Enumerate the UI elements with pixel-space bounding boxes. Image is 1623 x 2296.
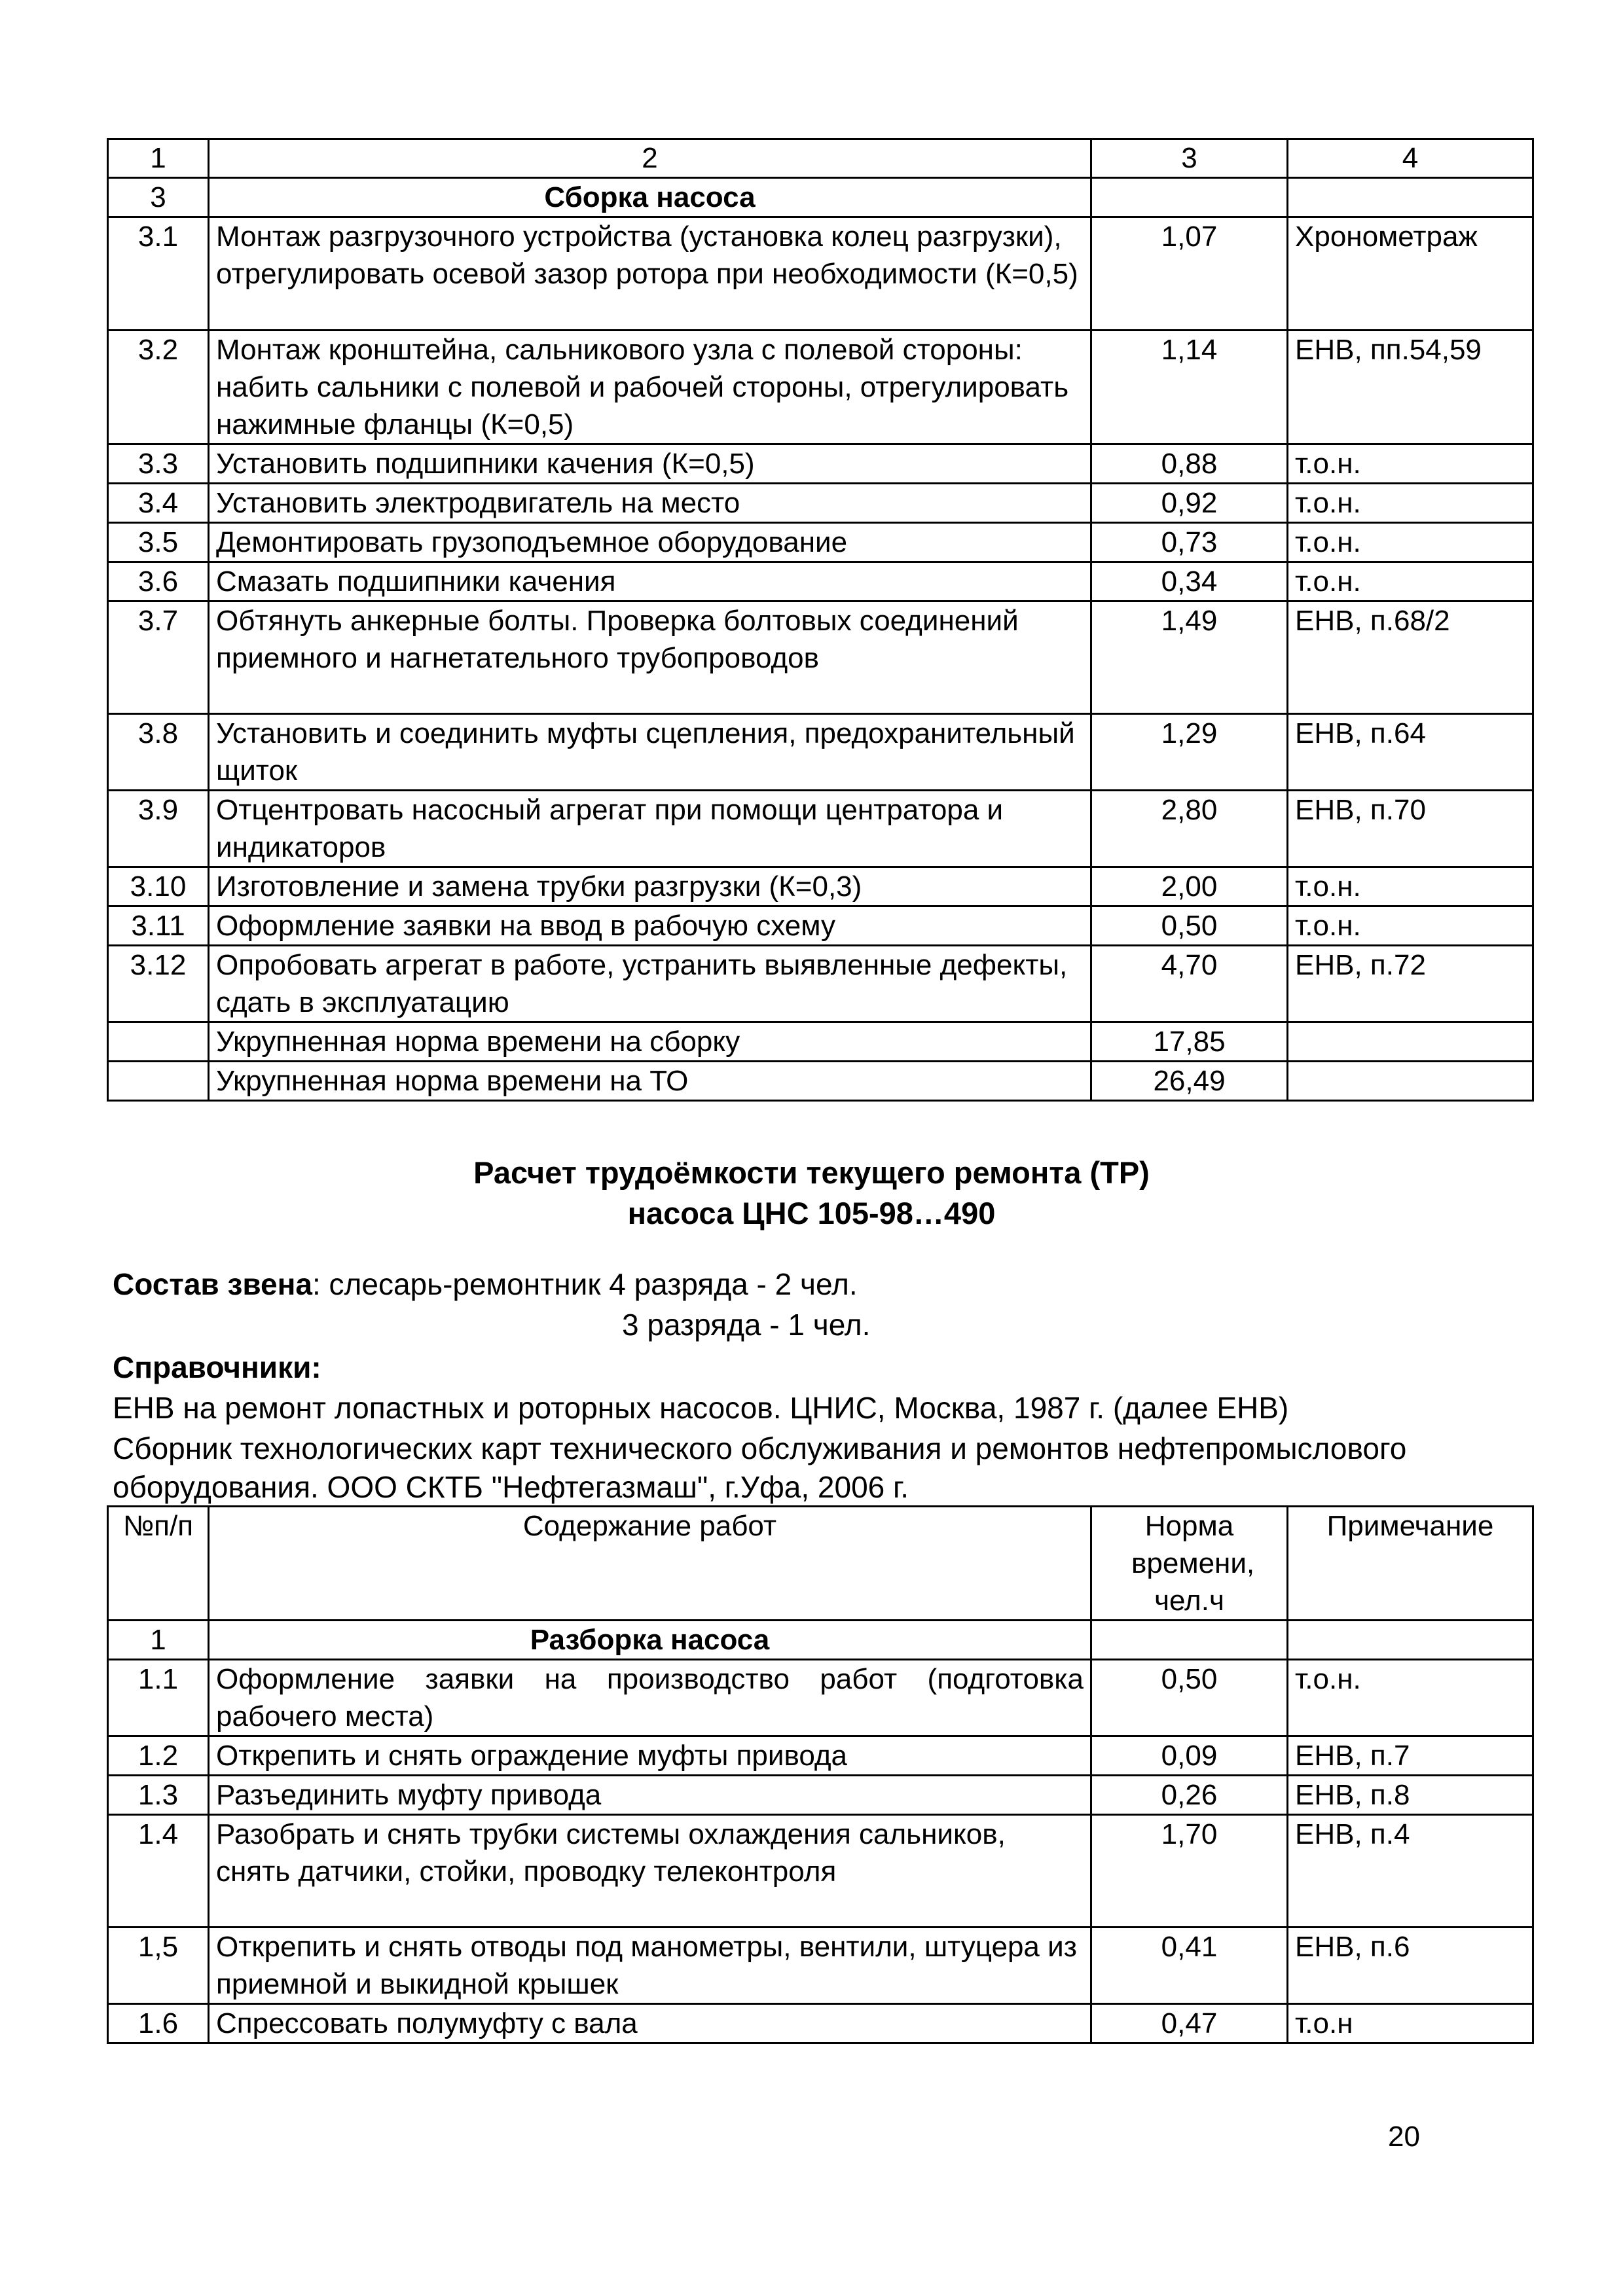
col-header-norm: Норма времени, чел.ч bbox=[1091, 1507, 1288, 1621]
row-number: 3.9 bbox=[108, 791, 209, 867]
row-norm: 2,80 bbox=[1091, 791, 1288, 867]
row-work: Установить подшипники качения (К=0,5) bbox=[209, 444, 1091, 484]
references-line1: ЕНВ на ремонт лопастных и роторных насосов. ЦНИС, Москва, 1987 г. (далее ЕНВ) bbox=[113, 1391, 1289, 1425]
row-work: Опробовать агрегат в работе, устранить выявленные дефекты, сдать в эксплуатацию bbox=[209, 946, 1091, 1022]
row-work: Отцентровать насосный агрегат при помощи центратора и индикаторов bbox=[209, 791, 1091, 867]
row-note: т.о.н bbox=[1288, 2004, 1533, 2043]
table-row bbox=[108, 523, 1533, 562]
row-number: 3.12 bbox=[108, 946, 209, 1022]
row-norm: 0,50 bbox=[1091, 1660, 1288, 1736]
row-norm: 0,34 bbox=[1091, 562, 1288, 601]
row-norm: 0,92 bbox=[1091, 484, 1288, 523]
row-norm: 0,09 bbox=[1091, 1736, 1288, 1776]
row-work: Оформление заявки на ввод в рабочую схему bbox=[209, 906, 1091, 946]
references-line3: оборудования. ООО СКТБ "Нефтегазмаш", г.Уфа, 2006 г. bbox=[113, 1470, 909, 1504]
section-number: 3 bbox=[108, 178, 209, 217]
row-number: 3.4 bbox=[108, 484, 209, 523]
empty-cell bbox=[108, 1022, 209, 1062]
total-label: Укрупненная норма времени на сборку bbox=[209, 1022, 1091, 1062]
col-header: 4 bbox=[1288, 139, 1533, 178]
section-heading-line2: насоса ЦНС 105-98…490 bbox=[627, 1196, 996, 1230]
row-note: ЕНВ, п.70 bbox=[1288, 791, 1533, 867]
crew-line1 bbox=[113, 1265, 858, 1303]
row-number: 1.2 bbox=[108, 1736, 209, 1776]
row-work: Обтянуть анкерные болты. Проверка болтовых соединений приемного и нагнетательного трубопроводов bbox=[209, 601, 1091, 714]
row-work: Оформление заявки на производство работ (подготовка рабочего места) bbox=[209, 1660, 1091, 1736]
table-row bbox=[108, 444, 1533, 484]
crew-text-2: 3 разряда - 1 чел. bbox=[622, 1308, 871, 1342]
section-title: Разборка насоса bbox=[209, 1621, 1091, 1660]
references-line2: Сборник технологических карт технического обслуживания и ремонтов нефтепромыслового bbox=[113, 1431, 1407, 1465]
row-number: 3.7 bbox=[108, 601, 209, 714]
row-number: 3.1 bbox=[108, 217, 209, 331]
row-norm: 1,07 bbox=[1091, 217, 1288, 331]
table-row bbox=[108, 217, 1533, 331]
row-norm: 1,14 bbox=[1091, 331, 1288, 444]
row-note: т.о.н. bbox=[1288, 444, 1533, 484]
table-row bbox=[108, 791, 1533, 867]
row-number: 3.10 bbox=[108, 867, 209, 906]
row-number: 3.2 bbox=[108, 331, 209, 444]
empty-cell bbox=[1288, 178, 1533, 217]
table-row bbox=[108, 1928, 1533, 2004]
table-row bbox=[108, 946, 1533, 1022]
row-number: 3.8 bbox=[108, 714, 209, 791]
row-norm: 2,00 bbox=[1091, 867, 1288, 906]
references-label: Справочники: bbox=[113, 1350, 321, 1384]
empty-cell bbox=[1091, 1621, 1288, 1660]
total-value: 26,49 bbox=[1091, 1062, 1288, 1101]
section-heading-line1: Расчет трудоёмкости текущего ремонта (ТР) bbox=[473, 1155, 1150, 1190]
crew-text-1: : слесарь-ремонтник 4 разряда - 2 чел. bbox=[312, 1267, 858, 1301]
col-header-work: Содержание работ bbox=[209, 1507, 1091, 1621]
table-row bbox=[108, 714, 1533, 791]
row-work: Смазать подшипники качения bbox=[209, 562, 1091, 601]
table-row bbox=[108, 906, 1533, 946]
row-number: 1.1 bbox=[108, 1660, 209, 1736]
row-norm: 1,29 bbox=[1091, 714, 1288, 791]
table-header-row bbox=[108, 1507, 1533, 1621]
row-work: Разъединить муфту привода bbox=[209, 1776, 1091, 1815]
row-work: Монтаж кронштейна, сальникового узла с полевой стороны: набить сальники с полевой и рабочей стороны, отрегулировать нажимные фланцы (К=0,5) bbox=[209, 331, 1091, 444]
row-number: 3.3 bbox=[108, 444, 209, 484]
section-number: 1 bbox=[108, 1621, 209, 1660]
row-note: ЕНВ, пп.54,59 bbox=[1288, 331, 1533, 444]
row-number: 3.5 bbox=[108, 523, 209, 562]
row-number: 3.11 bbox=[108, 906, 209, 946]
table-row bbox=[108, 601, 1533, 714]
row-note: т.о.н. bbox=[1288, 562, 1533, 601]
crew-label: Состав звена bbox=[113, 1267, 312, 1301]
row-work: Установить электродвигатель на место bbox=[209, 484, 1091, 523]
table-row bbox=[108, 1815, 1533, 1928]
row-norm: 1,70 bbox=[1091, 1815, 1288, 1928]
table-row bbox=[108, 2004, 1533, 2043]
empty-cell bbox=[1288, 1621, 1533, 1660]
col-header: 2 bbox=[209, 139, 1091, 178]
row-number: 1.4 bbox=[108, 1815, 209, 1928]
section-title: Сборка насоса bbox=[209, 178, 1091, 217]
row-number: 1.3 bbox=[108, 1776, 209, 1815]
table-row bbox=[108, 1776, 1533, 1815]
row-note: ЕНВ, п.68/2 bbox=[1288, 601, 1533, 714]
row-norm: 0,73 bbox=[1091, 523, 1288, 562]
row-work: Открепить и снять отводы под манометры, вентили, штуцера из приемной и выкидной крышек bbox=[209, 1928, 1091, 2004]
total-row bbox=[108, 1022, 1533, 1062]
row-work: Демонтировать грузоподъемное оборудование bbox=[209, 523, 1091, 562]
row-work: Монтаж разгрузочного устройства (установка колец разгрузки), отрегулировать осевой зазор ротора при необходимости (К=0,5) bbox=[209, 217, 1091, 331]
total-label: Укрупненная норма времени на ТО bbox=[209, 1062, 1091, 1101]
row-note: т.о.н. bbox=[1288, 484, 1533, 523]
table-row bbox=[108, 867, 1533, 906]
row-norm: 0,47 bbox=[1091, 2004, 1288, 2043]
table-row bbox=[108, 1736, 1533, 1776]
row-number: 1,5 bbox=[108, 1928, 209, 2004]
row-note: ЕНВ, п.8 bbox=[1288, 1776, 1533, 1815]
row-work: Открепить и снять ограждение муфты привода bbox=[209, 1736, 1091, 1776]
page-number: 20 bbox=[1388, 2121, 1420, 2153]
row-note: т.о.н. bbox=[1288, 906, 1533, 946]
row-note: ЕНВ, п.6 bbox=[1288, 1928, 1533, 2004]
row-note: ЕНВ, п.7 bbox=[1288, 1736, 1533, 1776]
row-norm: 0,26 bbox=[1091, 1776, 1288, 1815]
row-work: Спрессовать полумуфту с вала bbox=[209, 2004, 1091, 2043]
row-note: т.о.н. bbox=[1288, 1660, 1533, 1736]
col-header-num: №п/п bbox=[108, 1507, 209, 1621]
table-row bbox=[108, 562, 1533, 601]
row-number: 3.6 bbox=[108, 562, 209, 601]
row-norm: 0,50 bbox=[1091, 906, 1288, 946]
table-row bbox=[108, 484, 1533, 523]
row-note: Хронометраж bbox=[1288, 217, 1533, 331]
row-norm: 0,41 bbox=[1091, 1928, 1288, 2004]
row-note: т.о.н. bbox=[1288, 523, 1533, 562]
row-norm: 0,88 bbox=[1091, 444, 1288, 484]
total-row bbox=[108, 1062, 1533, 1101]
table-row bbox=[108, 1660, 1533, 1736]
row-norm: 1,49 bbox=[1091, 601, 1288, 714]
col-header: 3 bbox=[1091, 139, 1288, 178]
row-note: ЕНВ, п.4 bbox=[1288, 1815, 1533, 1928]
section-row bbox=[108, 178, 1533, 217]
disassembly-table bbox=[107, 1505, 1534, 2044]
row-work: Изготовление и замена трубки разгрузки (К=0,3) bbox=[209, 867, 1091, 906]
table-row bbox=[108, 331, 1533, 444]
empty-cell bbox=[108, 1062, 209, 1101]
row-work: Разобрать и снять трубки системы охлаждения сальников, снять датчики, стойки, проводку телеконтроля bbox=[209, 1815, 1091, 1928]
empty-cell bbox=[1288, 1022, 1533, 1062]
row-work: Установить и соединить муфты сцепления, предохранительный щиток bbox=[209, 714, 1091, 791]
empty-cell bbox=[1091, 178, 1288, 217]
col-header-note: Примечание bbox=[1288, 1507, 1533, 1621]
table-header-row bbox=[108, 139, 1533, 178]
empty-cell bbox=[1288, 1062, 1533, 1101]
total-value: 17,85 bbox=[1091, 1022, 1288, 1062]
row-note: ЕНВ, п.64 bbox=[1288, 714, 1533, 791]
assembly-table bbox=[107, 138, 1534, 1102]
row-number: 1.6 bbox=[108, 2004, 209, 2043]
row-norm: 4,70 bbox=[1091, 946, 1288, 1022]
row-note: т.о.н. bbox=[1288, 867, 1533, 906]
section-row bbox=[108, 1621, 1533, 1660]
col-header: 1 bbox=[108, 139, 209, 178]
row-note: ЕНВ, п.72 bbox=[1288, 946, 1533, 1022]
